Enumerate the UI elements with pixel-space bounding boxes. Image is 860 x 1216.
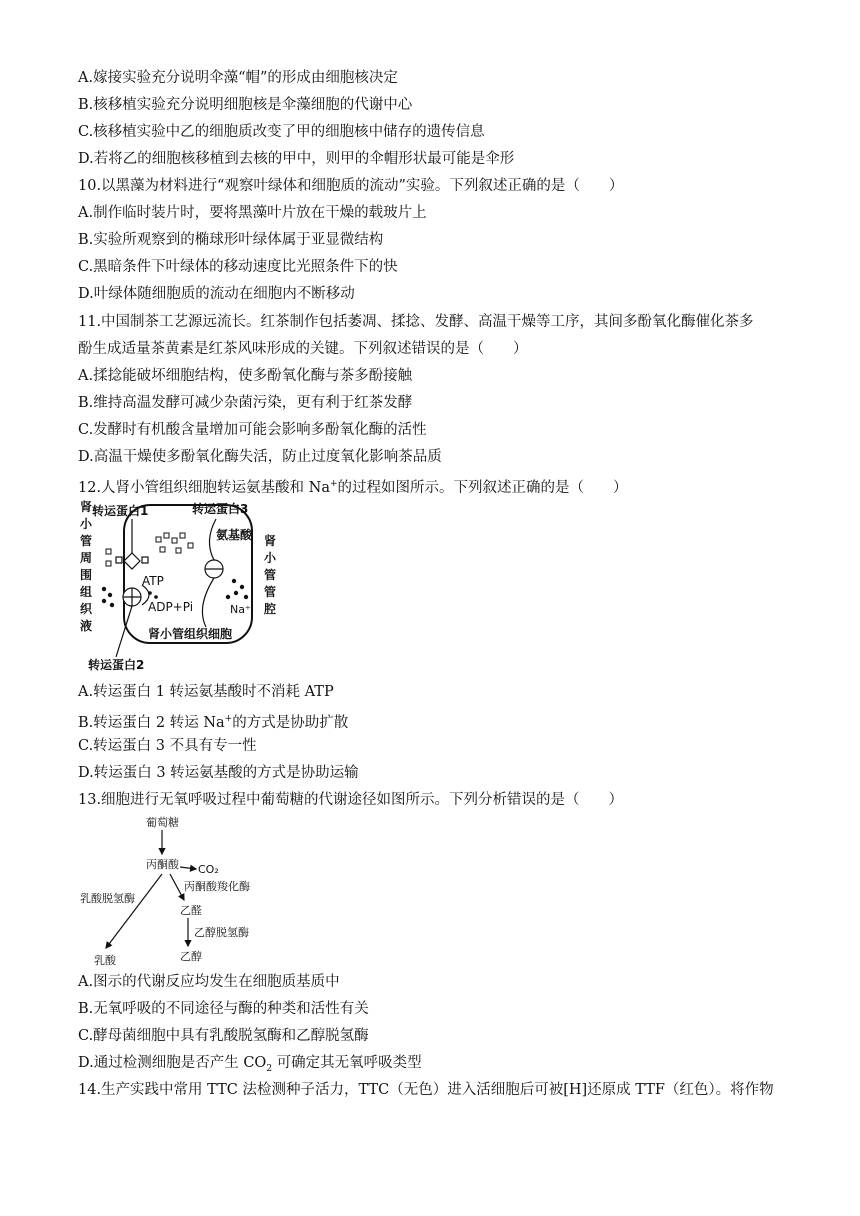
q12-transporter-2 xyxy=(116,585,149,657)
q10-stem: 10.以黑藻为材料进行“观察叶绿体和细胞质的流动”实验。下列叙述正确的是（ ） xyxy=(78,178,624,194)
q11-option-a: A.揉捻能破坏细胞结构，使多酚氧化酶与茶多酚接触 xyxy=(78,368,413,384)
q14-stem: 14.生产实践中常用 TTC 法检测种子活力，TTC（无色）进入活细胞后可被[H]还原成 TTF（红色）。将作物 xyxy=(78,1082,774,1098)
q10-option-d: D.叶绿体随细胞质的流动在细胞内不断移动 xyxy=(78,286,355,302)
q12-tp1-label: 转运蛋白1 xyxy=(92,504,149,518)
q12-option-b: B.转运蛋白 2 转运 Na+的方式是协助扩散 xyxy=(78,714,349,731)
q13-ldh: 乳酸脱氢酶 xyxy=(80,892,135,905)
q12-option-d: D.转运蛋白 3 转运氨基酸的方式是协助运输 xyxy=(78,765,359,781)
q12-left-char: 组 xyxy=(80,585,93,599)
q10-option-b: B.实验所观察到的椭球形叶绿体属于亚显微结构 xyxy=(78,232,384,248)
q10-option-a: A.制作临时装片时，要将黑藻叶片放在干燥的载玻片上 xyxy=(78,205,427,221)
q13-glucose: 葡萄糖 xyxy=(146,816,179,829)
q13-co2: CO₂ xyxy=(198,863,219,876)
q12-option-c: C.转运蛋白 3 不具有专一性 xyxy=(78,738,257,754)
q13-option-d: D.通过检测细胞是否产生 $CO_2$ 可确定其无氧呼吸类型 xyxy=(78,1055,422,1074)
q11-stem-line1: 11.中国制茶工艺源远流长。红茶制作包括萎凋、揉捻、发酵、高温干燥等工序，其间多酚氧化酶催化茶多 xyxy=(78,314,754,330)
q12-atp-label: ATP xyxy=(142,574,164,588)
q13-option-a: A.图示的代谢反应均发生在细胞质基质中 xyxy=(78,974,340,990)
q9-option-b: B.核移植实验充分说明细胞核是伞藻细胞的代谢中心 xyxy=(78,97,413,113)
q9-option-d: D.若将乙的细胞核移植到去核的甲中，则甲的伞帽形状最可能是伞形 xyxy=(78,151,515,167)
q10-option-c: C.黑暗条件下叶绿体的移动速度比光照条件下的快 xyxy=(78,259,398,275)
q12-adp-label: ADP+Pi xyxy=(148,600,194,614)
q11-option-c: C.发酵时有机酸含量增加可能会影响多酚氧化酶的活性 xyxy=(78,422,427,438)
q13-lactate: 乳酸 xyxy=(94,954,116,967)
q13-arrow-pyruvate-acetaldehyde xyxy=(170,874,184,900)
q13-acetaldehyde: 乙醛 xyxy=(180,904,202,917)
q13-pdc: 丙酮酸羧化酶 xyxy=(184,880,250,893)
q11-option-b: B.维持高温发酵可减少杂菌污染，更有利于红茶发酵 xyxy=(78,395,413,411)
q12-left-char: 肾 xyxy=(80,500,93,514)
q12-right-char: 肾 xyxy=(264,534,277,548)
q12-na-label: Na⁺ xyxy=(230,603,251,616)
q12-right-label xyxy=(264,533,277,616)
q12-right-char: 腔 xyxy=(264,602,277,616)
q12-right-char: 管 xyxy=(264,585,277,599)
q12-tp2-label: 转运蛋白2 xyxy=(88,658,145,672)
q13-arrow-co2 xyxy=(180,867,196,869)
q12-cell-label: 肾小管组织细胞 xyxy=(148,627,233,641)
q13-pyruvate: 丙酮酸 xyxy=(146,858,179,871)
q13-option-c: C.酵母菌细胞中具有乳酸脱氢酶和乙醇脱氢酶 xyxy=(78,1028,369,1044)
q11-stem-line2: 酚生成适量茶黄素是红茶风味形成的关键。下列叙述错误的是（ ） xyxy=(78,341,528,357)
q9-option-a: A.嫁接实验充分说明伞藻“帽”的形成由细胞核决定 xyxy=(78,70,398,86)
q13-ethanol: 乙醇 xyxy=(180,950,202,963)
q13-arrow-pyruvate-lactate xyxy=(106,874,162,948)
q13-stem: 13.细胞进行无氧呼吸过程中葡萄糖的代谢途径如图所示。下列分析错误的是（ ） xyxy=(78,792,624,808)
q13-option-b: B.无氧呼吸的不同途径与酶的种类和活性有关 xyxy=(78,1001,369,1017)
q13-pathway-figure xyxy=(76,812,296,972)
q12-aa-label: 氨基酸 xyxy=(216,528,253,542)
q12-left-label xyxy=(80,499,93,633)
q12-left-char: 小 xyxy=(80,517,93,531)
q12-right-char: 管 xyxy=(264,568,277,582)
q12-left-char: 管 xyxy=(80,534,93,548)
q12-transporter-1 xyxy=(116,519,148,569)
q12-tp3-label: 转运蛋白3 xyxy=(192,502,249,516)
q12-stem: 12.人肾小管组织细胞转运氨基酸和 Na+的过程如图所示。下列叙述正确的是（ ） xyxy=(78,479,628,496)
q13-adh: 乙醇脱氢酶 xyxy=(194,926,249,939)
q12-left-char: 周 xyxy=(80,551,93,565)
q12-transport-figure xyxy=(76,497,286,675)
q12-left-char: 围 xyxy=(80,568,93,582)
q12-left-char: 液 xyxy=(80,619,93,633)
q12-left-char: 织 xyxy=(80,602,93,616)
q12-option-a: A.转运蛋白 1 转运氨基酸时不消耗 ATP xyxy=(78,684,334,700)
q11-option-d: D.高温干燥使多酚氧化酶失活，防止过度氧化影响茶品质 xyxy=(78,449,442,465)
q12-right-char: 小 xyxy=(264,551,277,565)
q9-option-c: C.核移植实验中乙的细胞质改变了甲的细胞核中储存的遗传信息 xyxy=(78,124,485,140)
